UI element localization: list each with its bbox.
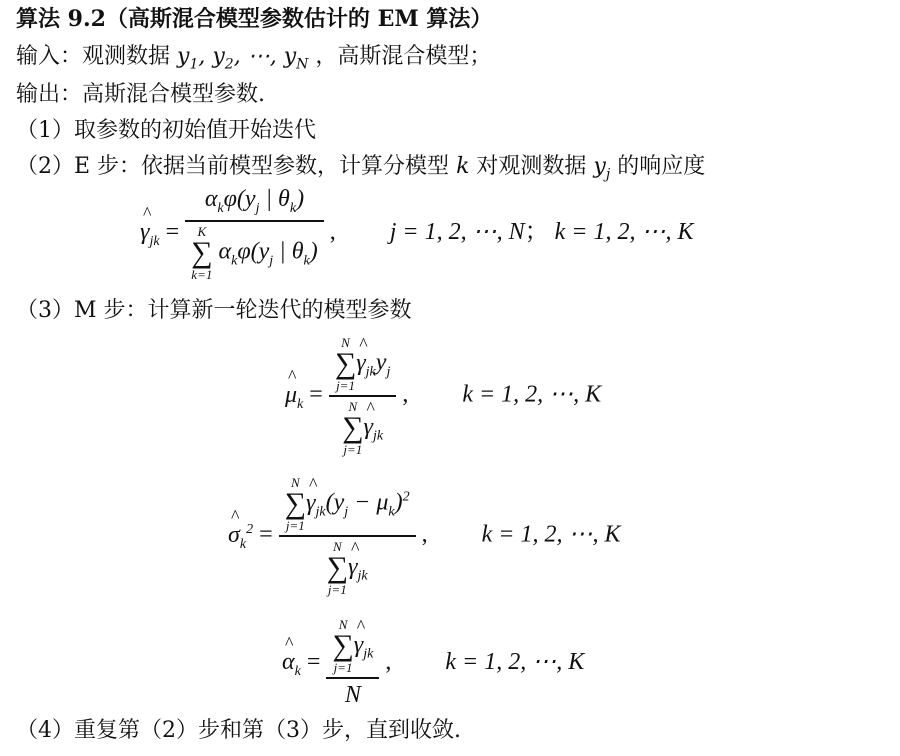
gamma-range-k: k = 1, 2, ⋯, K — [554, 218, 694, 245]
input-model: ，高斯混合模型； — [315, 44, 492, 69]
input-variables: $y_1$, $y_2$, ⋯, $y_N$ — [177, 44, 309, 73]
alpha-range-k: k = 1, 2, ⋯, K — [445, 649, 585, 676]
gamma-lhs: ^ $\gamma_{jk}$ — [140, 219, 160, 245]
step-2 — [16, 152, 705, 189]
algorithm-title: 算法 9.2（高斯混合模型参数估计的 EM 算法） — [16, 6, 493, 32]
output-line: 输出：高斯混合模型参数. — [16, 82, 265, 107]
step-1: （1）取参数的初始值开始迭代 — [16, 118, 316, 143]
step-4: （4）重复第（2）步和第（3）步，直到收敛. — [16, 718, 461, 743]
mu-formula: ^ $\mu_k$ = N ∑ j=1 ^ $\gamma_{jk}y_j$ N ∑ j=1 ^ $\gamma_{jk}$ , k = 1, 2, ⋯, K — [285, 336, 601, 456]
mu-fraction: N ∑ j=1 ^ $\gamma_{jk}y_j$ N ∑ j=1 ^ $\gamma_{jk}$ — [329, 336, 397, 456]
step-2-prefix: （2）E 步：依据当前模型参数，计算分模型 — [16, 154, 450, 179]
gamma-fraction: $\alpha_k\varphi(y_j$ | $\theta_k$) K ∑ k=1 $\alpha_k\varphi(y_j$ | $\theta_k$) — [185, 186, 324, 281]
input-label: 输入：观测数据 — [16, 44, 171, 69]
sigma-fraction: N ∑ j=1 ^ $\gamma_{jk}(y_j - \mu_k)^2$ N ∑ j=1 ^ $\gamma_{jk}$ — [279, 476, 416, 596]
alpha-fraction: N ∑ j=1 ^ $\gamma_{jk}$ N — [326, 618, 379, 709]
step-3: （3）M 步：计算新一轮迭代的模型参数 — [16, 298, 412, 323]
sigma-range-k: k = 1, 2, ⋯, K — [481, 521, 621, 548]
step-2-suffix: 的响应度 — [617, 154, 706, 179]
sigma-formula: ^ $\sigma_k^2$ = N ∑ j=1 ^ $\gamma_{jk}(y_j - \mu_k)^2$ N ∑ j=1 ^ $\gamma_{jk}$ , k = 1, 2, ⋯, K — [228, 476, 620, 596]
mu-lhs: ^ $\mu_k$ — [285, 382, 303, 408]
gamma-formula: ^ $\gamma_{jk}$ = $\alpha_k\varphi(y_j$ | $\theta_k$) K ∑ k=1 $\alpha_k\varphi(y_j$ | $\theta_k$) , j = 1, 2, ⋯, N； k = 1, 2, ⋯, K — [140, 186, 694, 281]
mu-range-k: k = 1, 2, ⋯, K — [462, 381, 602, 408]
alpha-formula: ^ $\alpha_k$ = N ∑ j=1 ^ $\gamma_{jk}$ N , k = 1, 2, ⋯, K — [282, 618, 584, 709]
step-2-mid: 对观测数据 — [476, 154, 587, 179]
step-2-k: k — [456, 154, 470, 179]
step-2-y: $y_j$ — [593, 154, 611, 183]
gamma-range-j: j = 1, 2, ⋯, N — [389, 218, 525, 245]
input-line — [16, 42, 491, 79]
sigma-lhs: ^ $\sigma_k^2$ — [228, 522, 253, 548]
alpha-lhs: ^ $\alpha_k$ — [282, 649, 301, 675]
